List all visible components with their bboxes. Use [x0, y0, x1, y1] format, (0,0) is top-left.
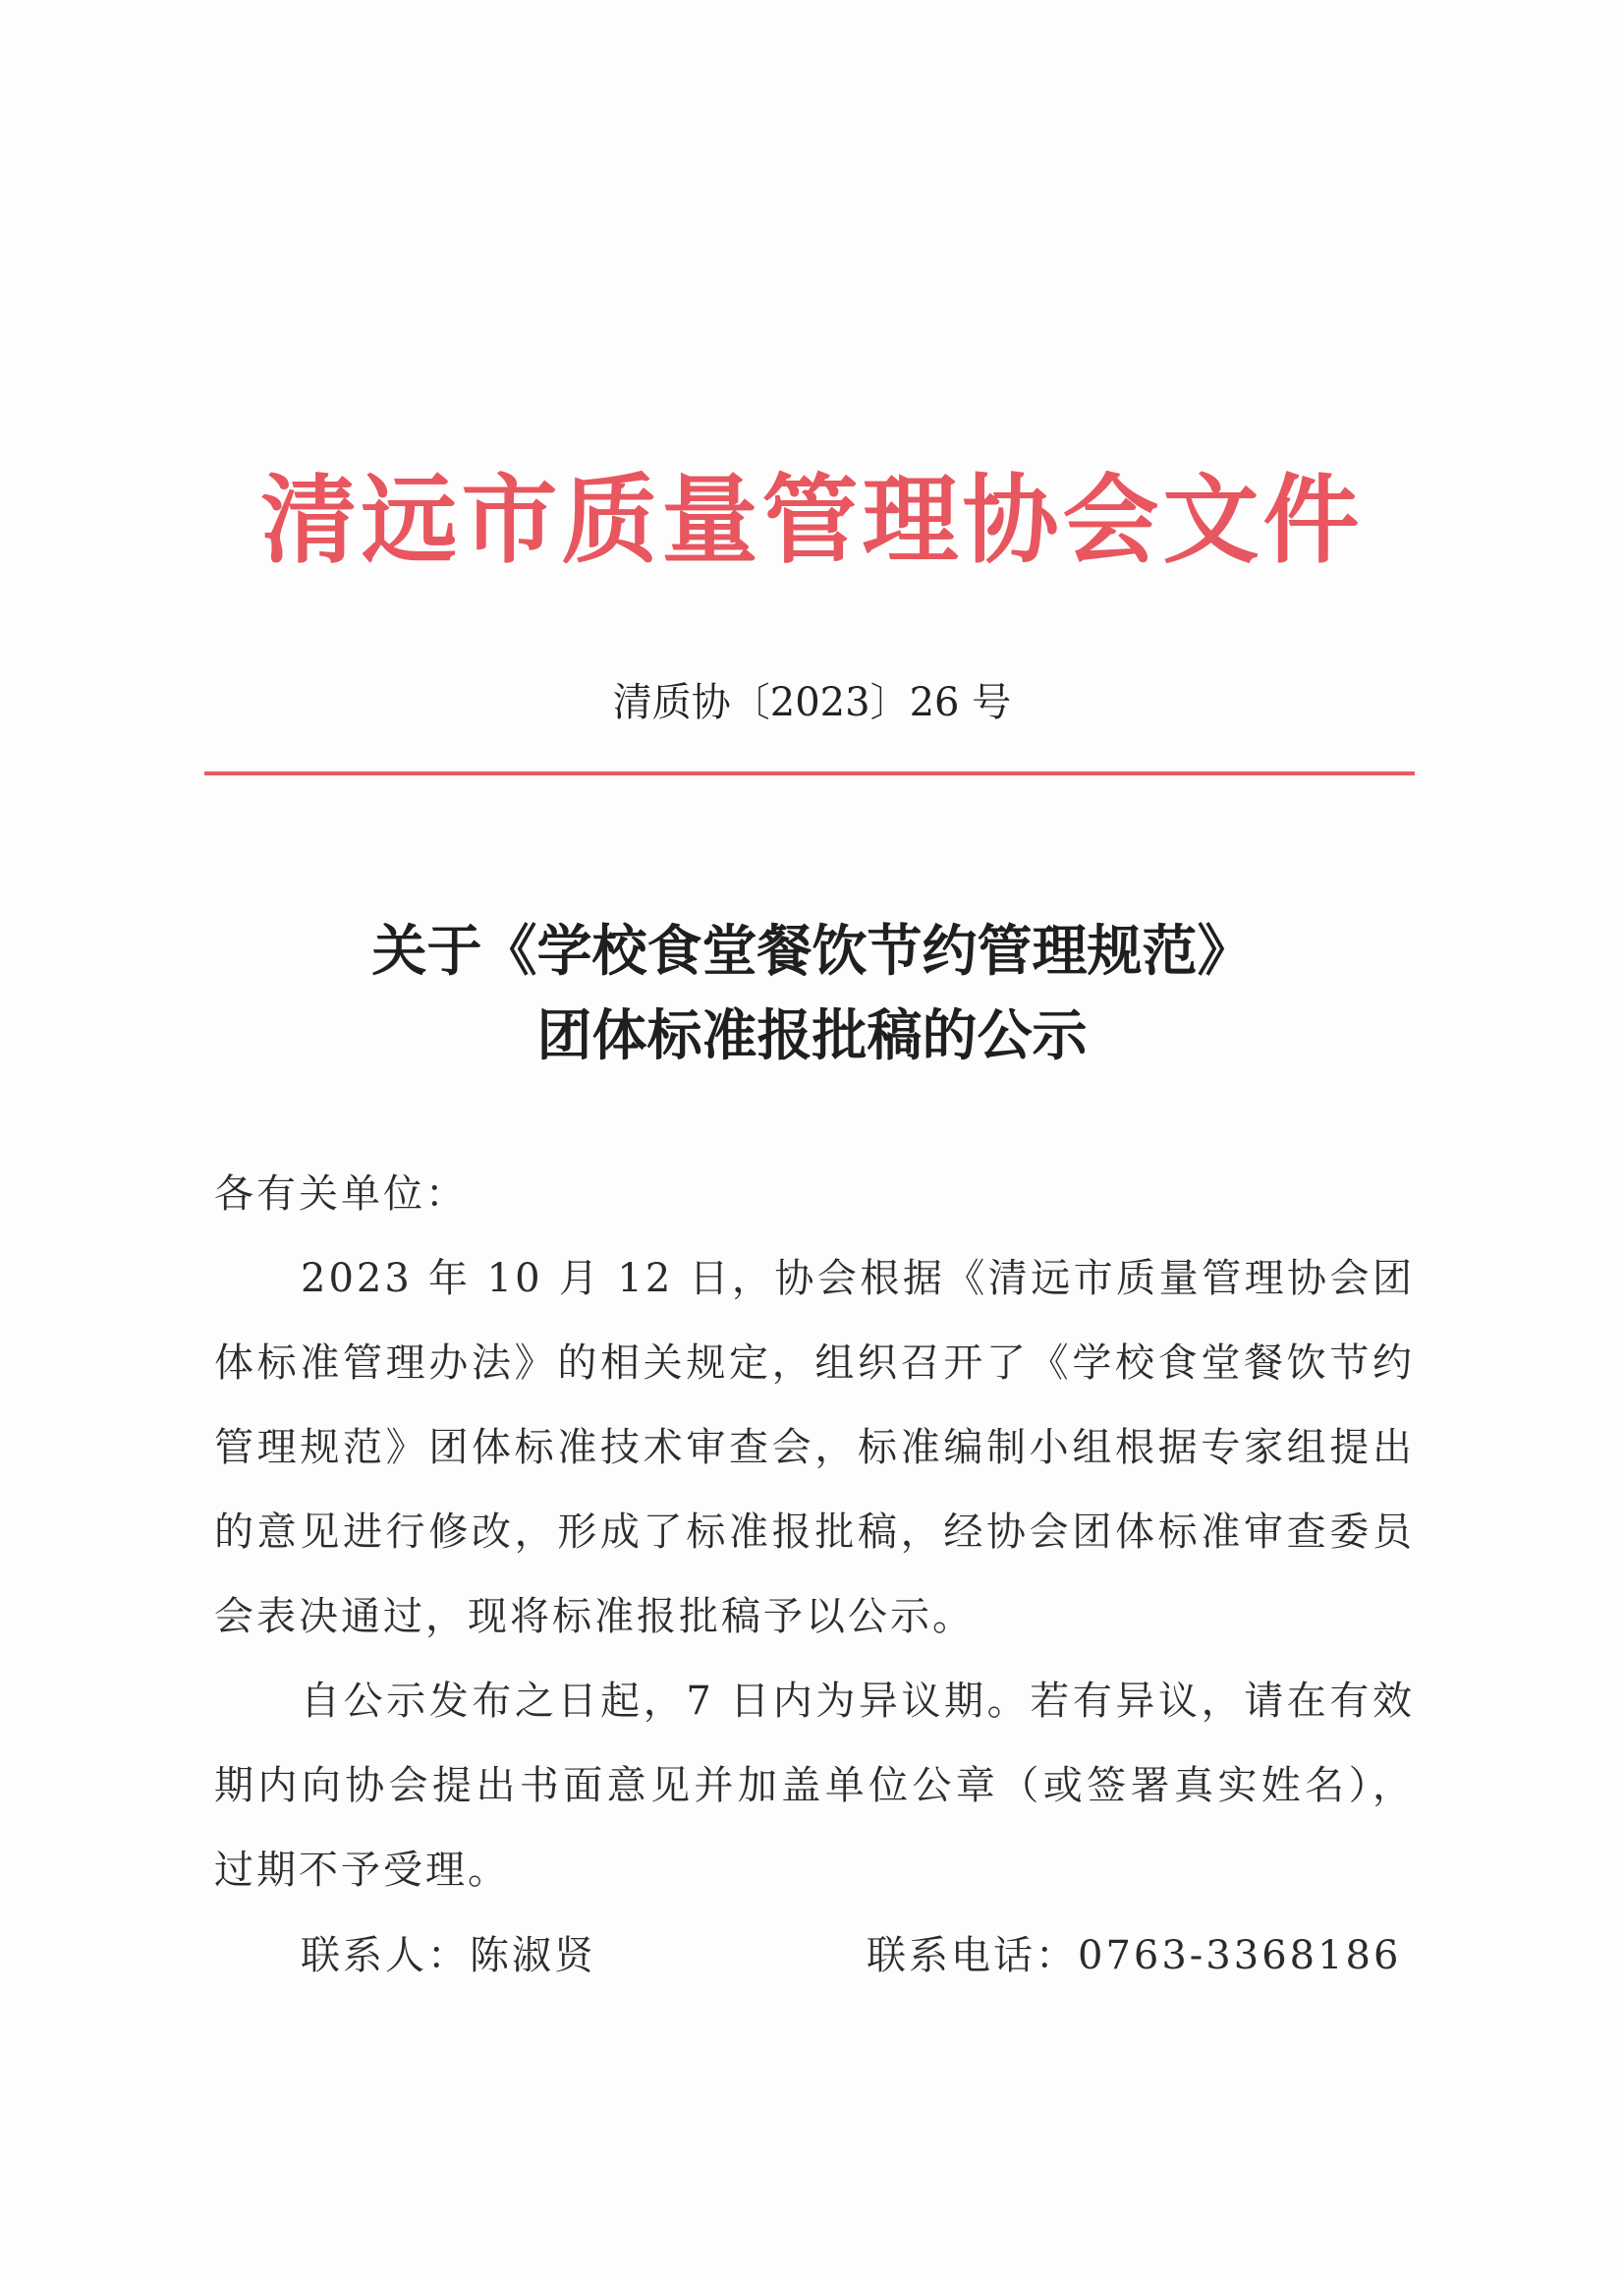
body-paragraph-2: 自公示发布之日起，7 日内为异议期。若有异议，请在有效期内向协会提出书面意见并加盖单位公章（或签署真实姓名），过期不予受理。 [214, 1679, 1415, 1893]
contact-phone: 联系电话：0763-3368186 [867, 1933, 1402, 1978]
doc-number: 清质协〔2023〕26 号 [612, 680, 1012, 725]
notice-title-line1: 关于《学校食堂餐饮节约管理规范》 [371, 919, 1253, 984]
notice-title [0, 909, 1624, 1078]
salutation: 各有关单位： [214, 1171, 468, 1217]
contact-person: 联系人：陈淑贤 [301, 1933, 596, 1978]
notice-title-line2: 团体标准报批稿的公示 [536, 1003, 1088, 1068]
red-divider-rule [204, 771, 1415, 775]
body-paragraph-1: 2023 年 10 月 12 日，协会根据《清远市质量管理协会团体标准管理办法》的相关规定，组织召开了《学校食堂餐饮节约管理规范》团体标准技术审查会，标准编制小组根据专家组提出的意见进行修改，形成了标准报批稿，经协会团体标准审查委员会表决通过，现将标准报批稿予以公示。 [214, 1256, 1415, 1639]
org-file-title: 清远市质量管理协会文件 [260, 464, 1364, 577]
